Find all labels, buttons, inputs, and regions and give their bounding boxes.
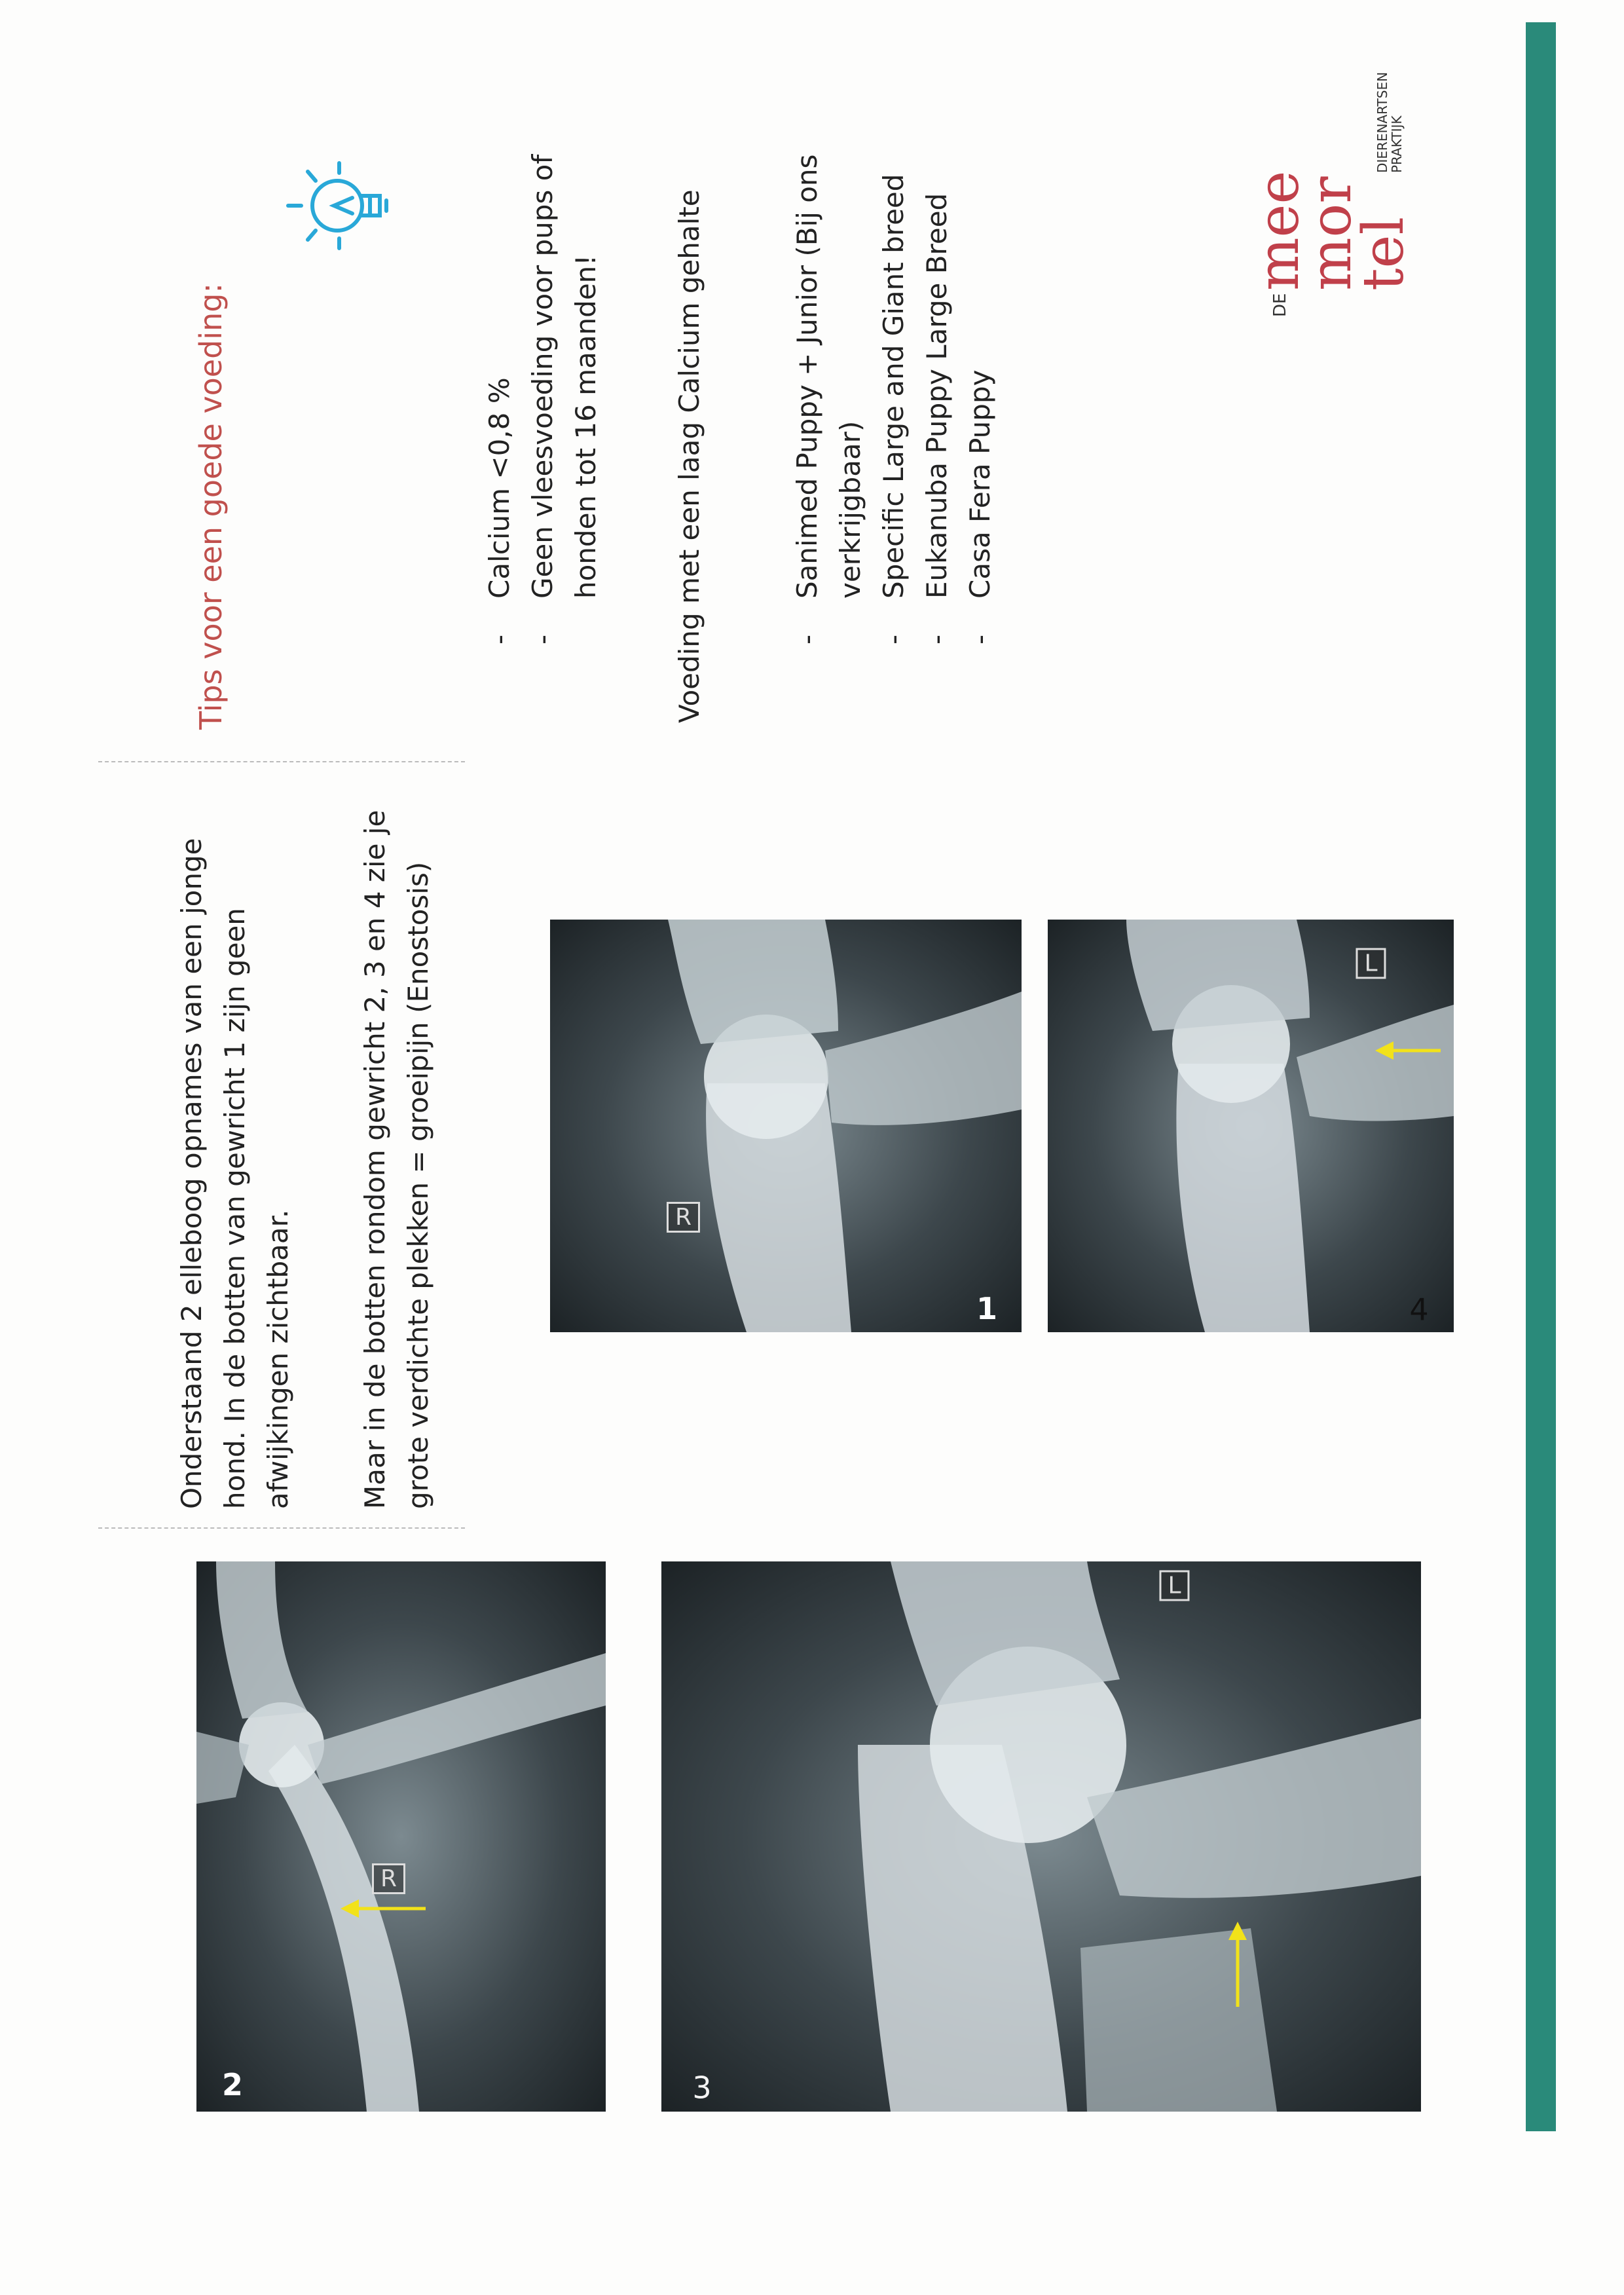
xray-image-4 [1048, 920, 1454, 1332]
xray-image-3 [661, 1561, 1421, 2112]
lightbulb-icon [282, 160, 399, 252]
side-marker: L [1159, 1570, 1189, 1601]
xray-image-1 [550, 920, 1022, 1332]
logo-subtitle-line-2: PRAKTIJK [1389, 115, 1405, 173]
accent-band [1526, 22, 1556, 2131]
side-marker: R [667, 1202, 700, 1233]
tip-no-meat: - Geen vleesvoeding voor pups of honden tot 16 maanden! [521, 55, 608, 644]
logo-subtitle-line-1: DIERENARTSEN [1375, 71, 1390, 173]
elbow-bones-graphic [196, 1561, 606, 2112]
image-number: 3 [692, 2070, 712, 2106]
logo-line-1: mee [1246, 170, 1312, 291]
product-eukanuba: - Eukanuba Puppy Large Breed [915, 55, 959, 644]
intro-paragraph: Onderstaand 2 elleboog opnames van een jonge hond. In de botten van gewricht 1 zijn geen afwijkingen zichtbaar. [175, 838, 294, 1509]
fold-line-right [98, 761, 465, 762]
tip-calcium: - Calcium <0,8 % [478, 55, 521, 644]
low-calcium-heading: Voeding met een laag Calcium gehalte [673, 189, 705, 723]
fold-line-left [98, 1527, 465, 1529]
arrow-icon [341, 1869, 432, 1948]
product-casa-fera: - Casa Fera Puppy [959, 55, 1002, 644]
products-list [786, 55, 1002, 644]
arrow-icon [1375, 998, 1447, 1090]
arrow-icon [1198, 1922, 1277, 2013]
logo-subtitle [1375, 72, 1404, 173]
elbow-bones-graphic [1048, 920, 1454, 1332]
logo-prefix: DE [1270, 293, 1290, 317]
side-marker: L [1356, 948, 1386, 979]
image-number: 2 [221, 2066, 244, 2102]
xray-image-2 [196, 1561, 606, 2112]
practice-logo [1211, 42, 1421, 317]
enostosis-paragraph: Maar in de botten rondom gewricht 2, 3 en 4 zie je grote verdichte plekken = groeipijn (Enostosis) [359, 810, 434, 1509]
tips-list [478, 55, 608, 644]
product-sanimed: - Sanimed Puppy + Junior (Bij ons verkrijgbaar) [786, 55, 872, 644]
logo-line-3: tel [1351, 217, 1416, 291]
side-marker: R [372, 1863, 405, 1894]
elbow-bones-graphic [550, 920, 1022, 1332]
image-number: 1 [976, 1290, 998, 1326]
tips-title: Tips voor een goede voeding: [193, 283, 229, 730]
image-number: 4 [1409, 1292, 1429, 1328]
elbow-bones-graphic [661, 1561, 1421, 2112]
product-specific: - Specific Large and Giant breed [872, 55, 915, 644]
logo-line-2: mor [1299, 176, 1364, 291]
